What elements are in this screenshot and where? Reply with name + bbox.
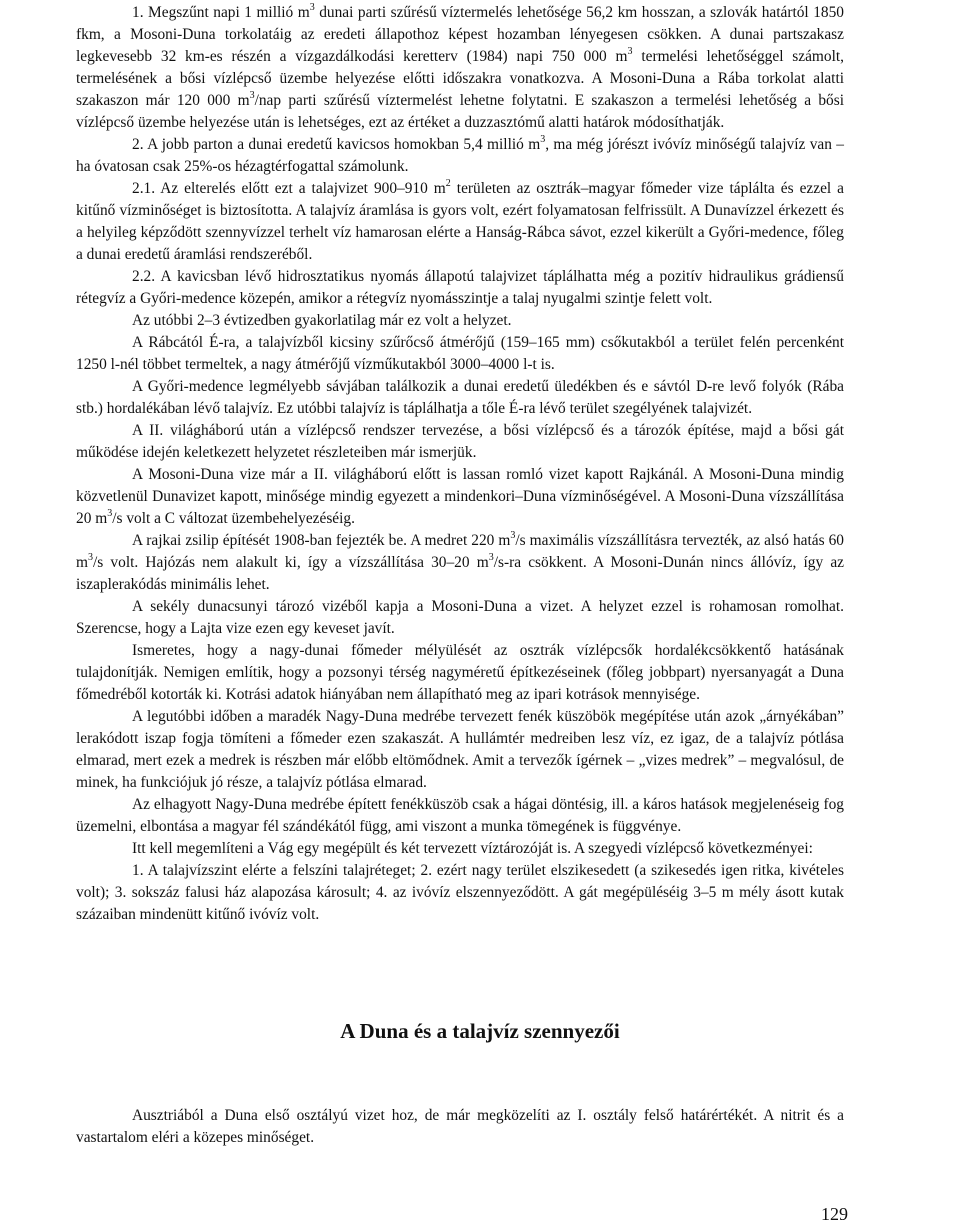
text-run: A II. világháború után a vízlépcső rendszer tervezése, a bősi vízlépcső és a tározók építése, majd a bősi gát működése idején keletkezett helyzetet részleteiben már ismerjük. [76,422,844,461]
superscript: 3 [627,46,633,57]
text-run: , ma még jórészt ivóvíz minőségű talajvíz van – ha óvatosan csak 25%-os hézagtérfogattal számolunk. [76,136,844,175]
paragraph: Ausztriából a Duna első osztályú vizet hoz, de már megközelíti az I. osztály felső határértékét. A nitrit és a vastartalom eléri a közepes minőséget. [76,1107,844,1146]
superscript: 3 [510,530,516,541]
text-run: A sekély dunacsunyi tározó vizéből kapja a Mosoni-Duna a vizet. A helyzet ezzel is rohamosan romolhat. Szerencse, hogy a Lajta vize ezen egy keveset javít. [76,598,844,637]
paragraph-p16 [76,860,844,926]
paragraph-p2 [76,134,844,178]
text-run: /s maximális vízszállításra tervezték, az alsó hatás 60 m [76,532,844,571]
body-text [76,2,844,926]
text-run: 2. A jobb parton a dunai eredetű kavicsos homokban 5,4 millió m [132,136,541,153]
text-run: dunai parti szűrésű víztermelés lehetősége 56,2 km hosszan, a szlovák határtól 1850 fkm, a Mosoni-Duna torkolatáig az eredeti állapothoz képest hozamban lényegesen csökken. A dunai partszakasz legkevesebb 32 km-es részén a vízgazdálkodási keretterv (1984) napi 750 000 m [76,4,844,65]
text-run: 1. A talajvízszint elérte a felszíni talajréteget; 2. ezért nagy terület elszikesedett (a szikesedés igen ritka, kivételes volt); 3. sokszáz falusi ház alapozása károsult; 4. az ivóvíz elszennyeződött. A gát megépüléséig 3–5 m mély ásott kutak százaiban mindenütt kitűnő ivóvíz volt. [76,862,844,923]
text-run: Ismeretes, hogy a nagy-dunai főmeder mélyülését az osztrák vízlépcsők hordalékcsökkentő hatásának tulajdonítják. Nemigen említik, hogy a pozsonyi térség nagyméretű építkezéseinek (főleg jobbpart) nyersanyagát a Duna főmedréből kotorták ki. Kotrási adatok hiányában nem állapítható meg az ipari kotrások mennyisége. [76,642,844,703]
paragraph-p12 [76,640,844,706]
text-run: A rajkai zsilip építését 1908-ban fejezték be. A medret 220 m [132,532,511,549]
text-run: A Rábcától É-ra, a talajvízből kicsiny szűrőcső átmérőjű (159–165 mm) csőkutakból a terület felén percenként 1250 l-nél többet termeltek, a nagy átmérőjű vízműkutakból 3000–4000 l-t is. [76,334,844,373]
text-run: Az utóbbi 2–3 évtizedben gyakorlatilag már ez volt a helyzet. [132,312,512,329]
paragraph-p11 [76,596,844,640]
superscript: 3 [309,2,315,13]
superscript: 2 [445,178,451,189]
paragraph-p3 [76,178,844,266]
paragraph-p7 [76,376,844,420]
text-run: 1. Megszűnt napi 1 millió m [132,4,310,21]
superscript: 3 [488,552,494,563]
paragraph-p5 [76,310,844,332]
text-run: /s volt a C változat üzembehelyezéséig. [112,510,355,527]
text-run: /nap parti szűrésű víztermelést lehetne folytatni. E szakaszon a termelési lehetőség a bősi vízlépcső üzembe helyezése után is lehetséges, ezt az értéket a duzzasztómű alatti határok módosíthatják. [76,92,844,131]
superscript: 3 [107,508,113,519]
text-run: Az elhagyott Nagy-Duna medrébe épített fenékküszöb csak a hágai döntésig, ill. a káros hatások megjelenéseig fog üzemelni, elbontása a magyar fél szándékától függ, ami viszont a munka tömegének is függvénye. [76,796,844,835]
paragraph-p6 [76,332,844,376]
text-run: A legutóbbi időben a maradék Nagy-Duna medrébe tervezett fenék küszöbök megépítése után azok „árnyékában” lerakódott iszap fogja tömíteni a főmeder ezen szakaszát. A hullámtér medreiben lesz víz, ez igaz, de a talajvíz pótlása elmarad, mert ezek a medrek is részben már előbb eltömődnek. Amit a tervezők ígérnek – „vizes medrek” – megvalósul, de minek, ha funkciójuk jó része, a talajvíz pótlása elmarad. [76,708,844,791]
text-run: 2.1. Az elterelés előtt ezt a talajvizet 900–910 m [132,180,446,197]
paragraph-p4 [76,266,844,310]
superscript: 3 [249,90,255,101]
paragraph-p10 [76,530,844,596]
superscript: 3 [87,552,93,563]
paragraph-p8 [76,420,844,464]
paragraph-p13 [76,706,844,794]
section-intro [76,1105,844,1149]
section-heading: A Duna és a talajvíz szennyezői [340,1019,620,1043]
text-run: /s volt. Hajózás nem alakult ki, így a vízszállítása 30–20 m [92,554,489,571]
text-run: 2.2. A kavicsban lévő hidrosztatikus nyomás állapotú talajvizet táplálhatta még a pozitív hidraulikus grádiensű rétegvíz a Győri-medence közepén, amikor a rétegvíz nyomásszintje a talaj nyugalmi szintje felett volt. [76,268,844,307]
text-run: A Győri-medence legmélyebb sávjában találkozik a dunai eredetű üledékben és e sávtól D-re levő folyók (Rába stb.) hordalékában lévő talajvíz. Ez utóbbi talajvíz is táplálhatja a tőle É-ra lévő terület szegélyének talajvizét. [76,378,844,417]
superscript: 3 [540,134,546,145]
text-run: A Mosoni-Duna vize már a II. világháború előtt is lassan romló vizet kapott Rajkánál. A Mosoni-Duna mindig közvetlenül Dunavizet kapott, minősége mindig egyezett a mindenkori–Duna vízminőségével. A Mosoni-Duna vízszállítása 20 m [76,466,844,527]
paragraph-p9 [76,464,844,530]
text-run: /s-ra csökkent. A Mosoni-Dunán nincs állóvíz, így az iszaplerakódás minimális lehet. [76,554,844,593]
text-run: Itt kell megemlíteni a Vág egy megépült és két tervezett víztározóját is. A szegyedi vízlépcső következményei: [132,840,813,857]
text-run: területen az osztrák–magyar főmeder vize táplálta és ezzel a kitűnő vízminőséget is biztosította. A talajvíz áramlása is gyors volt, ezért folyamatosan felfrissült. A Dunavízzel érkezett és a helyileg képződött szennyvízzel terhelt víz hamarosan elérte a Hanság-Rábca sávot, ezzel kikerült a Győri-medence, főleg a dunai eredetű áramlási rendszeréből. [76,180,845,263]
paragraph-p1 [76,2,844,134]
paragraph-p15 [76,838,844,860]
paragraph-p14 [76,794,844,838]
text-run: termelési lehetőséggel számolt, termelésének a bősi vízlépcső üzembe helyezése előtti időszakra vonatkozva. A Mosoni-Duna a Rába torkolat alatti szakaszon már 120 000 m [76,48,844,109]
page-number: 129 [821,1204,848,1224]
